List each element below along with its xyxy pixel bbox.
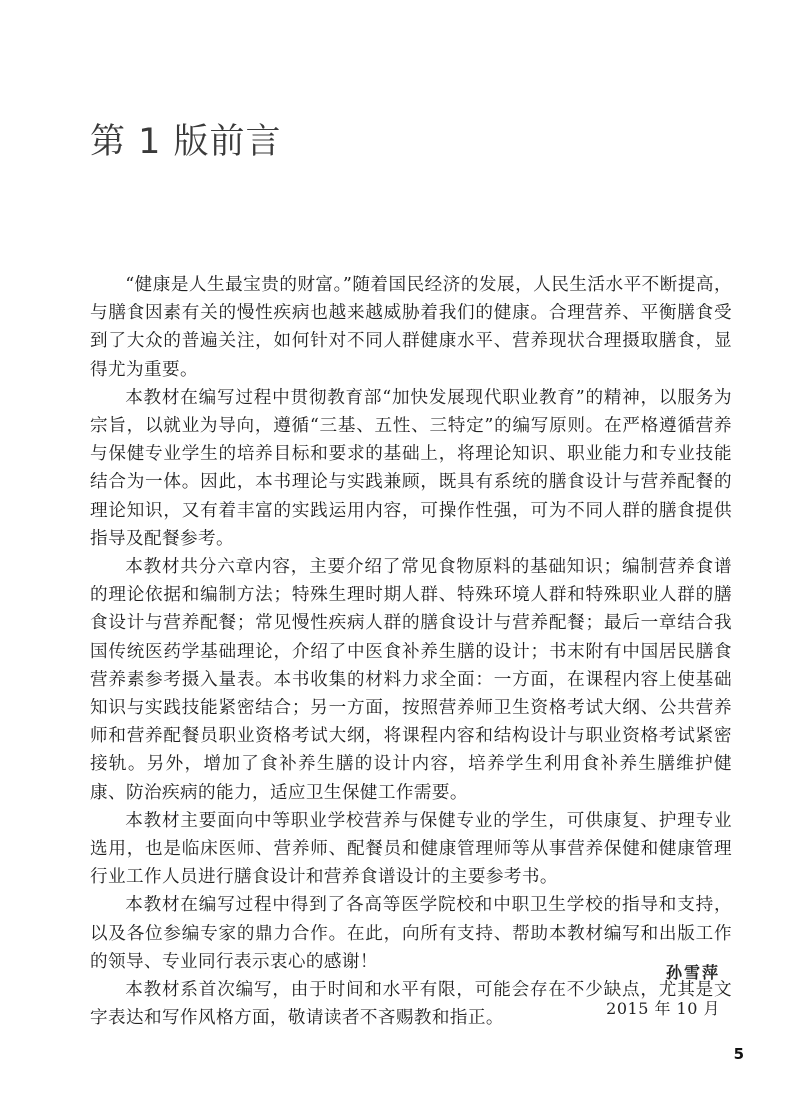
page-number: 5 <box>733 1045 744 1063</box>
preface-body <box>90 271 732 1032</box>
page-title: 第 1 版前言 <box>90 122 282 162</box>
date-line: 2015 年 10 月 <box>606 999 720 1018</box>
paragraph-1: “健康是人生最宝贵的财富。”随着国民经济的发展，人民生活水平不断提高，与膳食因素有关的慢性疾病也越来越威胁着我们的健康。合理营养、平衡膳食受到了大众的普遍关注，如何针对不同人群健康水平、营养现状合理摄取膳食，显得尤为重要。 <box>90 275 732 380</box>
paragraph-2: 本教材在编写过程中贯彻教育部“加快发展现代职业教育”的精神，以服务为宗旨，以就业为导向，遵循“三基、五性、三特定”的编写原则。在严格遵循营养与保健专业学生的培养目标和要求的基础上，将理论知识、职业能力和专业技能结合为一体。因此，本书理论与实践兼顾，既具有系统的膳食设计与营养配餐的理论知识，又有着丰富的实践运用内容，可操作性强，可为不同人群的膳食提供指导及配餐参考。 <box>90 387 732 549</box>
paragraph-4: 本教材主要面向中等职业学校营养与保健专业的学生，可供康复、护理专业选用，也是临床医师、营养师、配餐员和健康管理师等从事营养保健和健康管理行业工作人员进行膳食设计和营养食谱设计的主要参考书。 <box>90 810 732 888</box>
paragraph-3: 本教材共分六章内容，主要介绍了常见食物原料的基础知识；编制营养食谱的理论依据和编制方法；特殊生理时期人群、特殊环境人群和特殊职业人群的膳食设计与营养配餐；常见慢性疾病人群的膳食设计与营养配餐；最后一章结合我国传统医药学基础理论，介绍了中医食补养生膳的设计；书末附有中国居民膳食营养素参考摄入量表。本书收集的材料力求全面：一方面，在课程内容上使基础知识与实践技能紧密结合；另一方面，按照营养师卫生资格考试大纲、公共营养师和营养配餐员职业资格考试大纲，将课程内容和结构设计与职业资格考试紧密接轨。另外，增加了食补养生膳的设计内容，培养学生利用食补养生膳维护健康、防治疾病的能力，适应卫生保健工作需要。 <box>90 557 732 803</box>
paragraph-5: 本教材在编写过程中得到了各高等医学院校和中职卫生学校的指导和支持，以及各位参编专家的鼎力合作。在此，向所有支持、帮助本教材编写和出版工作的领导、专业同行表示衷心的感谢！ <box>90 895 732 972</box>
paragraph-6: 本教材系首次编写，由于时间和水平有限，可能会存在不少缺点，尤其是文字表达和写作风格方面，敬请读者不吝赐教和指正。 <box>90 980 732 1029</box>
author-signature: 孙雪萍 <box>665 963 720 982</box>
